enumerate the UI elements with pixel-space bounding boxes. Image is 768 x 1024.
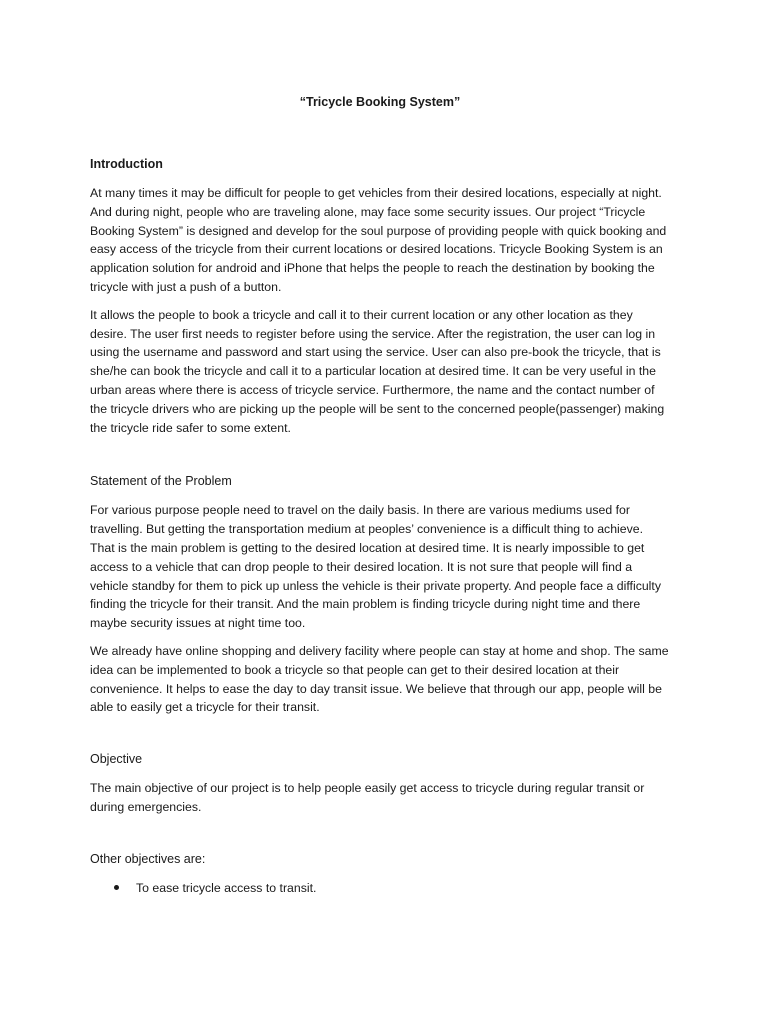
introduction-paragraph-1: At many times it may be difficult for people to get vehicles from their desired locations, especially at night. And during night, people who are traveling alone, may face some security issues. Our project “Tricycle Booking System” is designed and develop for the soul purpose of providing people with quick booking and easy access of the tricycle from their current locations or desired locations. Tricycle Booking System is an application solution for android and iPhone that helps the people to reach the destination by booking the tricycle with just a push of a button. — [90, 186, 667, 294]
introduction-heading: Introduction — [90, 157, 163, 171]
list-item — [90, 879, 670, 898]
document-body — [90, 93, 670, 898]
section-spacer — [90, 826, 670, 850]
objective-heading: Objective — [90, 752, 143, 767]
document-title: “Tricycle Booking System” — [299, 95, 461, 109]
section-spacer — [90, 726, 670, 750]
objective-paragraph: The main objective of our project is to help people easily get access to tricycle during regular transit or during emergencies. — [90, 781, 645, 814]
problem-paragraph-2: We already have online shopping and delivery facility where people can stay at home and shop. The same idea can be implemented to book a tricycle so that people can get to their desired location at their convenience. It helps to ease the day to day transit issue. We believe that through our app, people will be able to easily get a tricycle for their transit. — [90, 643, 669, 715]
problem-heading: Statement of the Problem — [90, 474, 232, 489]
bullet-icon — [114, 885, 119, 890]
list-item-text: To ease tricycle access to transit. — [136, 880, 317, 895]
problem-paragraph-1: For various purpose people need to travel on the daily basis. In there are various mediums used for travelling. But getting the transportation medium at peoples’ convenience is a difficult thing to achieve. That is the main problem is getting to the desired location at desired time. It is nearly impossible to get access to a vehicle that can drop people to their desired location. It is not sure that people will find a vehicle standby for them to pick up unless the vehicle is their private property. And people face a difficulty finding the tricycle for their transit. And the main problem is finding tricycle during night time and there maybe security issues at night time too. — [90, 503, 661, 631]
introduction-paragraph-2: It allows the people to book a tricycle and call it to their current location or any other location as they desire. The user first needs to register before using the service. After the registration, the user can log in using the username and password and start using the service. User can also pre-book the tricycle, that is she/he can book the tricycle and call it to a particular location at desired time. It can be very useful in the urban areas where there is access of tricycle service. Furthermore, the name and the contact number of the tricycle drivers who are picking up the people will be sent to the concerned people(passenger) making the tricycle ride safer to some extent. — [90, 307, 665, 435]
section-spacer — [90, 446, 670, 472]
other-objectives-heading: Other objectives are: — [90, 851, 206, 866]
other-objectives-list — [90, 879, 670, 898]
